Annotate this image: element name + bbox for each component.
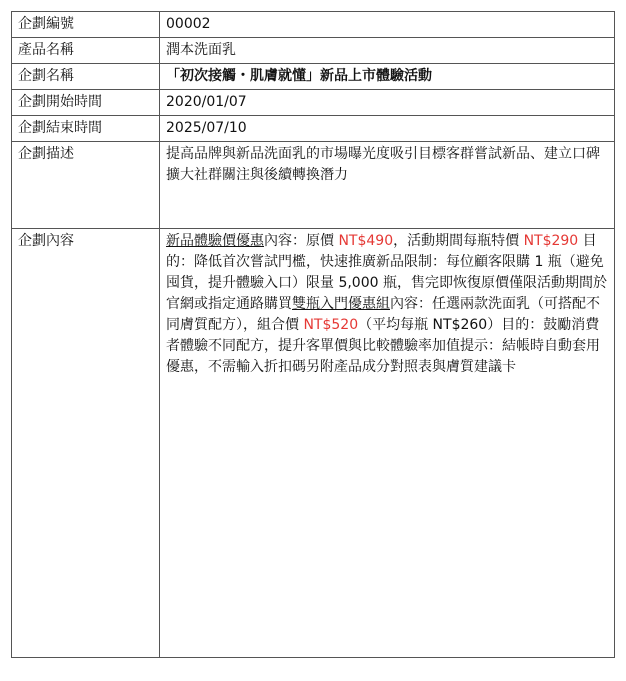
row-plan-number [12,12,615,38]
row-plan-name [12,64,615,90]
plan-table [11,11,615,658]
content-price-bundle: NT$520 [303,317,359,333]
start-time-value: 2020/01/07 [160,90,615,116]
content-price-original: NT$490 [338,233,394,249]
content-heading-double-set: 雙瓶入門優惠組 [292,296,390,312]
content-text: 目的：降低首次嘗試門檻，快速推廣新品限制：每位顧客限購 1 瓶（避免囤貨，提升體驗入口）限量 5,000 瓶，售完即恢復原價僅限活動期間於官網或指定通路購買 [166,233,607,312]
end-time-label: 企劃結束時間 [12,116,160,142]
content-value [160,229,615,658]
content-text: 內容：任選兩款洗面乳（可搭配不同膚質配方），組合價 [166,296,600,333]
product-name-value: 潤本洗面乳 [160,38,615,64]
plan-name-label: 企劃名稱 [12,64,160,90]
row-content [12,229,615,658]
row-end-time [12,116,615,142]
content-text: （平均每瓶 NT$260）目的：鼓勵消費者體驗不同配方，提升客單價與比較體驗率加值提示：結帳時自動套用優惠，不需輸入折扣碼另附產品成分對照表與膚質建議卡 [166,317,600,375]
description-label: 企劃描述 [12,142,160,229]
plan-number-label: 企劃編號 [12,12,160,38]
end-time-value: 2025/07/10 [160,116,615,142]
content-price-special: NT$290 [523,233,579,249]
plan-name-value: 「初次接觸・肌膚就懂」新品上市體驗活動 [160,64,615,90]
content-text: 內容：原價 [264,233,339,249]
description-value: 提高品牌與新品洗面乳的市場曝光度吸引目標客群嘗試新品、建立口碑擴大社群關注與後續轉換潛力 [160,142,615,229]
content-text: ，活動期間每瓶特價 [393,233,524,249]
content-label: 企劃內容 [12,229,160,658]
row-start-time [12,90,615,116]
start-time-label: 企劃開始時間 [12,90,160,116]
product-name-label: 產品名稱 [12,38,160,64]
row-description [12,142,615,229]
plan-number-value: 00002 [160,12,615,38]
row-product-name [12,38,615,64]
content-heading-trial-price: 新品體驗價優惠 [166,233,264,249]
